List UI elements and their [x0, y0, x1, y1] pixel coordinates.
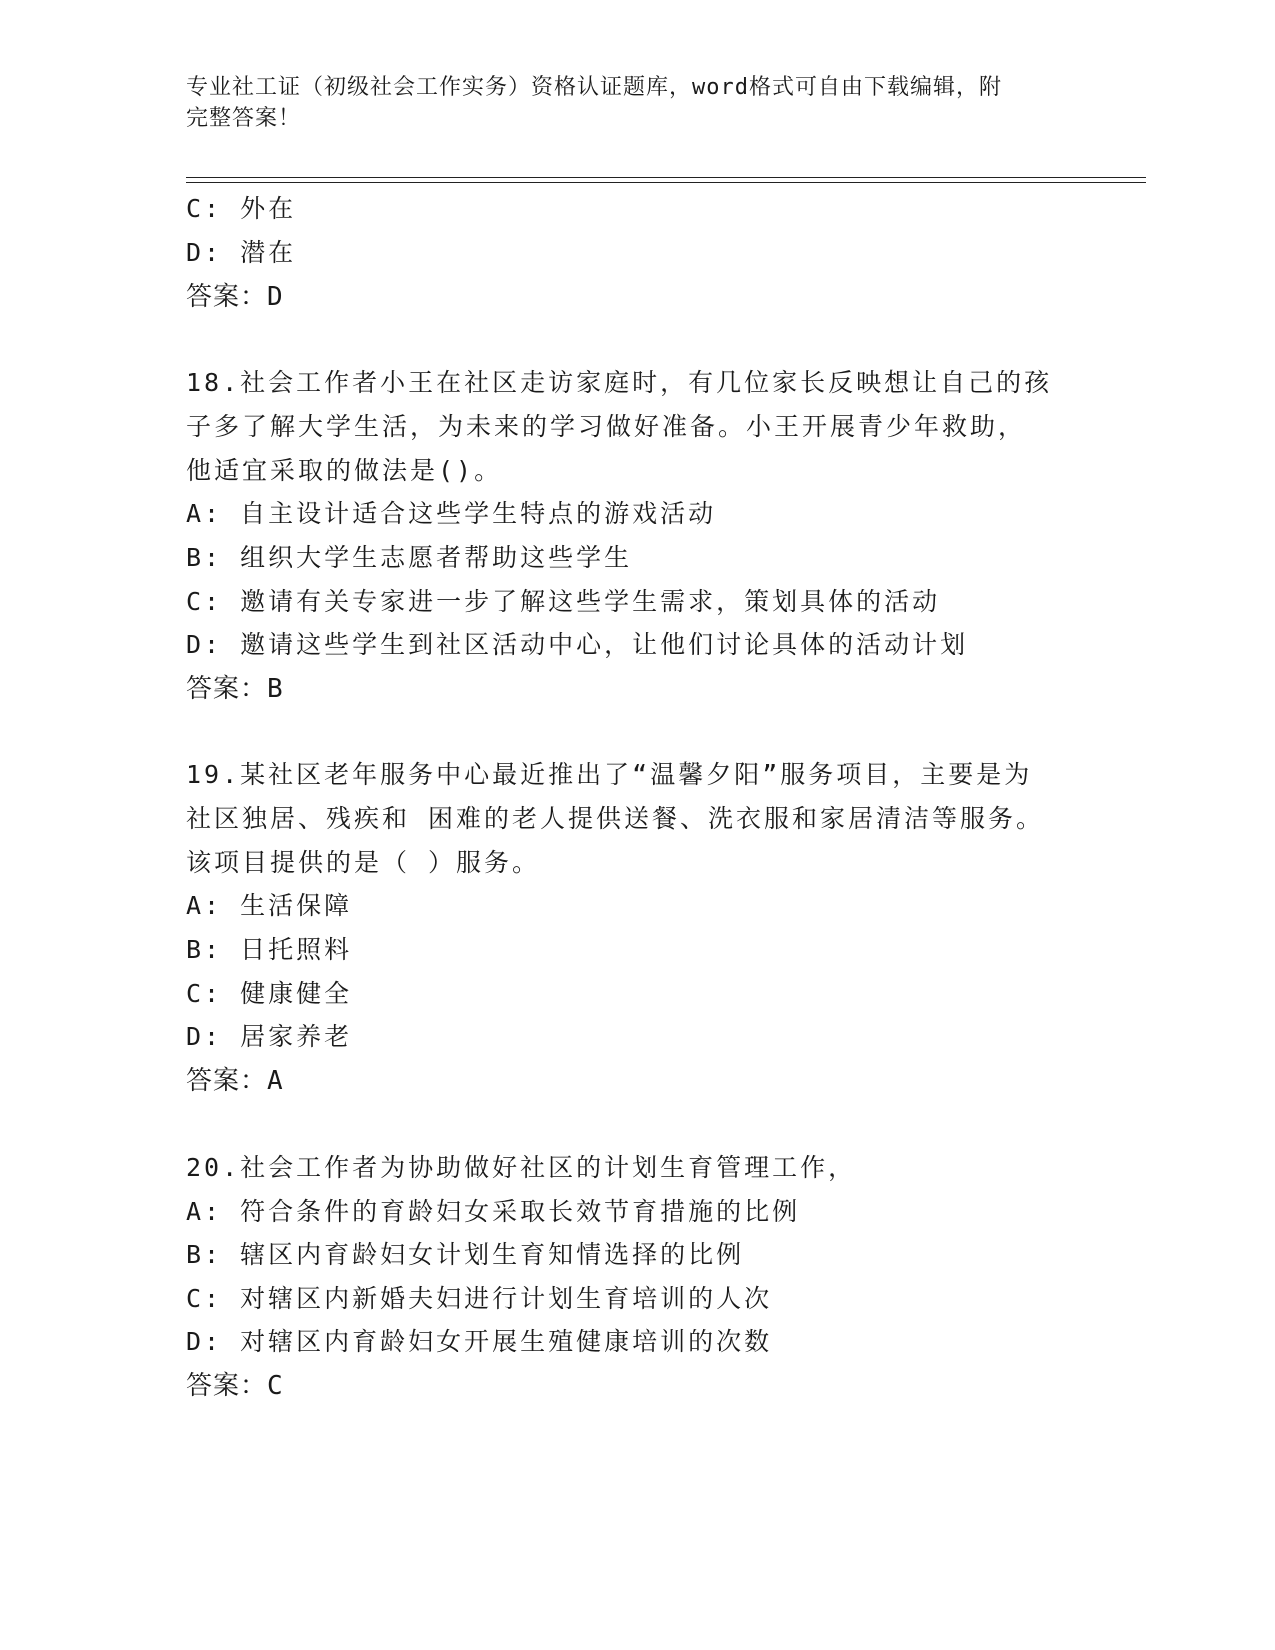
q19-option-b: B: 日托照料 — [186, 935, 353, 964]
prev-answer — [186, 280, 284, 314]
q18-text-line-3: 他适宜采取的做法是()。 — [186, 456, 503, 485]
q18-text-line-2: 子多了解大学生活，为未来的学习做好准备。小王开展青少年救助， — [186, 412, 1027, 441]
q18-option-d: D: 邀请这些学生到社区活动中心，让他们讨论具体的活动计划 — [186, 630, 969, 659]
q18-answer — [186, 672, 284, 706]
answer-label: 答案： — [186, 1371, 268, 1401]
q18-option-c: C: 邀请有关专家进一步了解这些学生需求，策划具体的活动 — [186, 587, 941, 616]
q18-option-a: A: 自主设计适合这些学生特点的游戏活动 — [186, 499, 717, 528]
answer-value: C — [267, 1371, 284, 1401]
q19-answer — [186, 1064, 284, 1098]
q18-text-line-1: 18.社会工作者小王在社区走访家庭时，有几位家长反映想让自己的孩 — [186, 368, 1053, 397]
q19-text-line-2: 社区独居、残疾和 困难的老人提供送餐、洗衣服和家居清洁等服务。 — [186, 804, 1045, 833]
prev-option-c: C: 外在 — [186, 194, 297, 223]
q20-option-b: B: 辖区内育龄妇女计划生育知情选择的比例 — [186, 1240, 745, 1269]
header-line-1: 专业社工证（初级社会工作实务）资格认证题库，word格式可自由下载编辑，附 — [186, 75, 1002, 100]
q18-option-b: B: 组织大学生志愿者帮助这些学生 — [186, 543, 633, 572]
answer-value: B — [267, 674, 284, 704]
q20-option-a: A: 符合条件的育龄妇女采取长效节育措施的比例 — [186, 1197, 801, 1226]
header-line-2: 完整答案！ — [186, 106, 302, 131]
answer-label: 答案： — [186, 1066, 268, 1096]
header-rule-bottom — [186, 182, 1146, 183]
q19-option-c: C: 健康健全 — [186, 979, 353, 1008]
page-header — [186, 72, 1056, 134]
header-rule-top — [186, 177, 1146, 178]
answer-value: D — [267, 282, 284, 312]
q20-answer — [186, 1369, 284, 1403]
q19-option-d: D: 居家养老 — [186, 1022, 353, 1051]
q20-text-line-1: 20.社会工作者为协助做好社区的计划生育管理工作， — [186, 1153, 857, 1182]
q20-option-c: C: 对辖区内新婚夫妇进行计划生育培训的人次 — [186, 1284, 773, 1313]
q19-text-line-3: 该项目提供的是（ ）服务。 — [186, 848, 541, 877]
answer-label: 答案： — [186, 282, 268, 312]
q20-option-d: D: 对辖区内育龄妇女开展生殖健康培训的次数 — [186, 1327, 773, 1356]
prev-option-d: D: 潜在 — [186, 238, 297, 267]
answer-value: A — [267, 1066, 284, 1096]
q19-option-a: A: 生活保障 — [186, 891, 353, 920]
q19-text-line-1: 19.某社区老年服务中心最近推出了“温馨夕阳”服务项目，主要是为 — [186, 760, 1033, 789]
answer-label: 答案： — [186, 674, 268, 704]
